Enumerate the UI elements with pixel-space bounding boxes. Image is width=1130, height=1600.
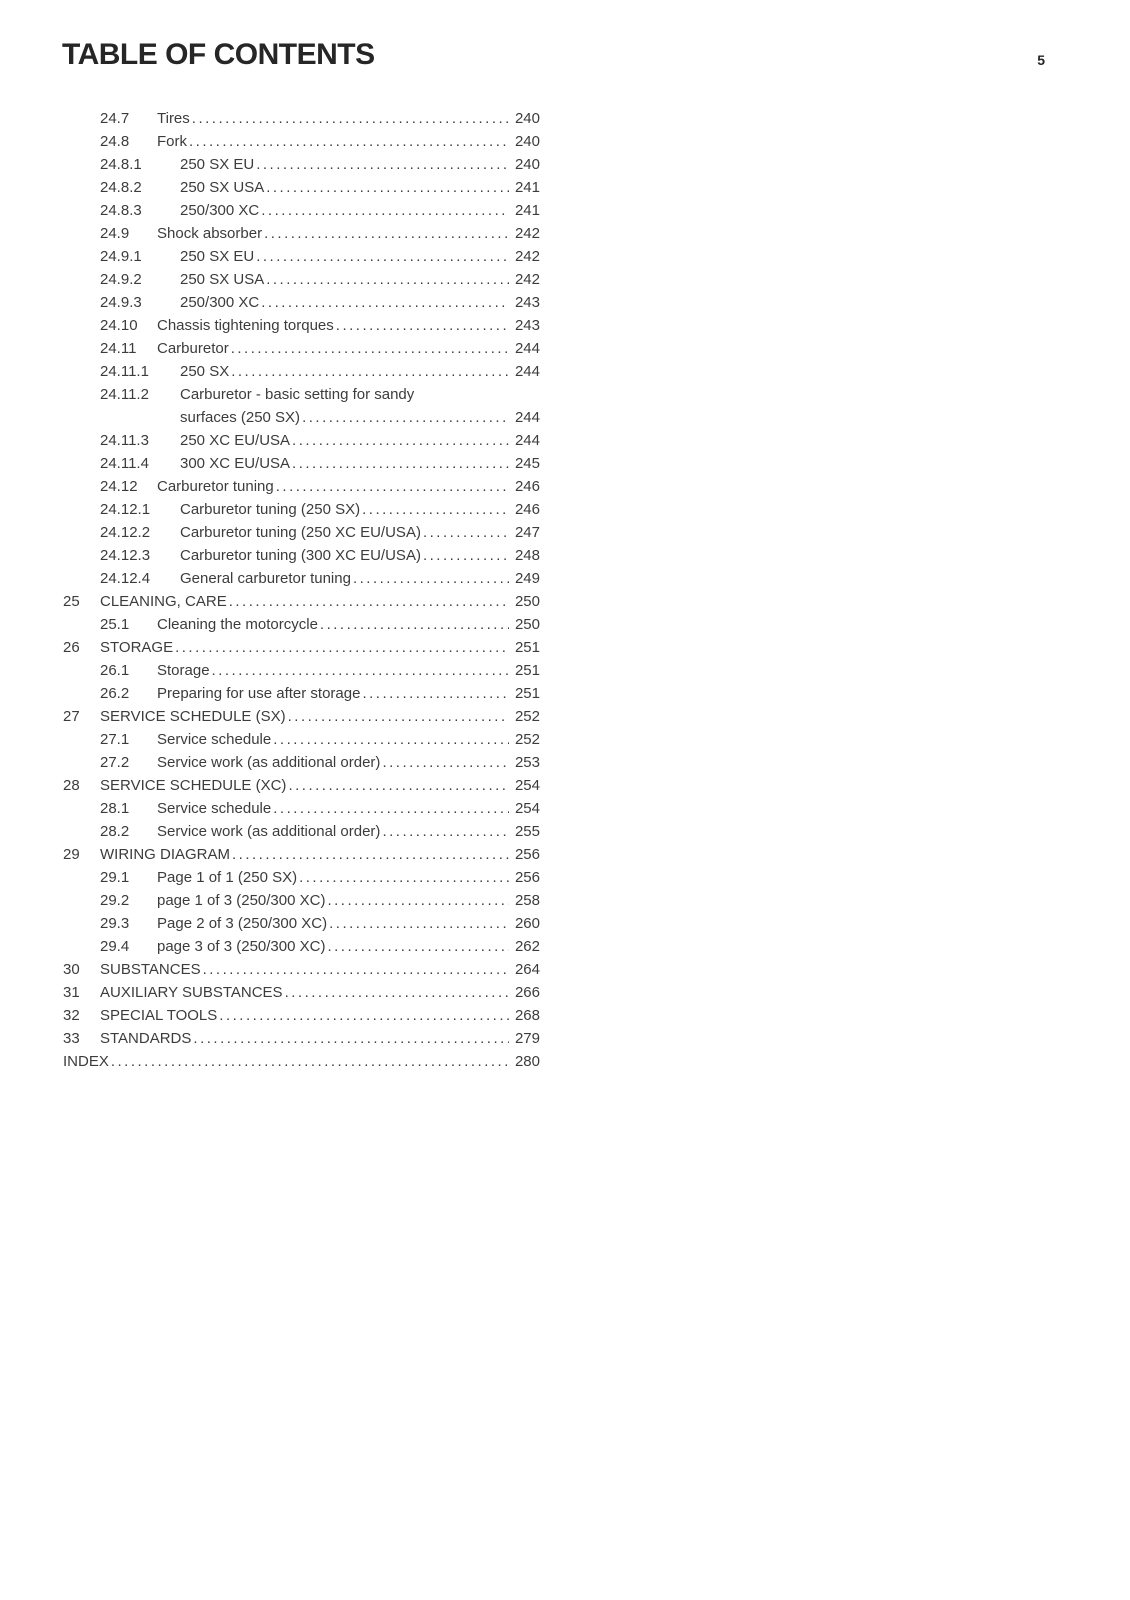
toc-entry-number: 24.11.2 xyxy=(100,386,149,403)
toc-entry xyxy=(63,360,540,383)
dot-leader xyxy=(288,774,509,797)
dot-leader xyxy=(261,291,509,314)
toc-entry-page: 252 xyxy=(514,731,540,748)
dot-leader xyxy=(362,498,509,521)
toc-entry xyxy=(63,682,540,705)
toc-entry-page: 279 xyxy=(514,1030,540,1047)
toc-entry-number: 24.9.3 xyxy=(100,294,142,311)
toc-entry-title: Preparing for use after storage xyxy=(157,685,361,702)
toc-entry-number: 24.8.1 xyxy=(100,156,142,173)
toc-entry-page: 242 xyxy=(514,225,540,242)
toc-entry-title: SUBSTANCES xyxy=(100,961,201,978)
toc-entry xyxy=(63,452,540,475)
toc-entry xyxy=(63,544,540,567)
toc-entry xyxy=(63,866,540,889)
dot-leader xyxy=(231,337,509,360)
dot-leader xyxy=(232,843,509,866)
toc-entry xyxy=(63,958,540,981)
toc-entry-page: 262 xyxy=(514,938,540,955)
toc-entry-page: 250 xyxy=(514,593,540,610)
dot-leader xyxy=(192,107,509,130)
toc-entry-number: 25.1 xyxy=(100,616,130,633)
toc-entry-number: 24.7 xyxy=(100,110,130,127)
toc-entry xyxy=(63,1027,540,1050)
toc-entry-title: 300 XC EU/USA xyxy=(180,455,291,472)
page-title: TABLE OF CONTENTS xyxy=(62,38,375,71)
toc-entry-number: 32 xyxy=(63,1007,80,1024)
toc-entry-title: SERVICE SCHEDULE (SX) xyxy=(100,708,286,725)
toc-entry-page: 256 xyxy=(514,846,540,863)
toc-entry-number: 29.3 xyxy=(100,915,130,932)
toc-entry-number: 27.1 xyxy=(100,731,130,748)
toc-entry-number: 29.4 xyxy=(100,938,130,955)
toc-entry-number: 24.10 xyxy=(100,317,138,334)
toc-entry-page: 251 xyxy=(514,685,540,702)
toc-entry xyxy=(63,498,540,521)
dot-leader xyxy=(264,222,509,245)
dot-leader xyxy=(285,981,509,1004)
toc-entry-number: 28.2 xyxy=(100,823,130,840)
toc-entry-title: 250/300 XC xyxy=(180,294,260,311)
toc-entry-page: 245 xyxy=(514,455,540,472)
toc-entry xyxy=(63,222,540,245)
toc-entry xyxy=(63,774,540,797)
toc-entry xyxy=(63,843,540,866)
document-page-number: 5 xyxy=(1037,52,1045,68)
toc-entry-number: 29 xyxy=(63,846,80,863)
toc-entry-page: 244 xyxy=(514,340,540,357)
toc-entry-page: 246 xyxy=(514,478,540,495)
toc-entry-number: 24.11.1 xyxy=(100,363,149,380)
toc-entry-title: 250/300 XC xyxy=(180,202,260,219)
toc-entry xyxy=(63,728,540,751)
dot-leader xyxy=(273,728,509,751)
dot-leader xyxy=(203,958,509,981)
toc-entry-title: 250 SX USA xyxy=(180,179,265,196)
toc-entry-title: page 3 of 3 (250/300 XC) xyxy=(157,938,326,955)
toc-entry-number: 24.8.2 xyxy=(100,179,142,196)
toc-entry xyxy=(63,521,540,544)
toc-entry xyxy=(63,153,540,176)
toc-entry-title: Page 1 of 1 (250 SX) xyxy=(157,869,298,886)
toc-entry-page: 255 xyxy=(514,823,540,840)
toc-entry-page: 248 xyxy=(514,547,540,564)
toc-entry xyxy=(63,475,540,498)
toc-entry xyxy=(63,751,540,774)
toc-entry-number: 33 xyxy=(63,1030,80,1047)
toc-entry-page: 249 xyxy=(514,570,540,587)
toc-entry-page: 244 xyxy=(514,363,540,380)
dot-leader xyxy=(302,406,509,429)
toc-entry xyxy=(63,613,540,636)
toc-entry-title: Service work (as additional order) xyxy=(157,754,381,771)
toc-entry-page: 243 xyxy=(514,317,540,334)
toc-entry-title: Carburetor tuning (300 XC EU/USA) xyxy=(180,547,421,564)
toc-entry-title: page 1 of 3 (250/300 XC) xyxy=(157,892,326,909)
toc-entry-number: 31 xyxy=(63,984,80,1001)
toc-entry xyxy=(63,291,540,314)
toc-entry-page: 241 xyxy=(514,179,540,196)
toc-entry-page: 240 xyxy=(514,110,540,127)
toc-entry-page: 260 xyxy=(514,915,540,932)
toc-entry xyxy=(63,429,540,452)
toc-entry xyxy=(63,130,540,153)
dot-leader xyxy=(327,889,509,912)
toc-entry-number: 24.11 xyxy=(100,340,137,357)
toc-entry xyxy=(63,107,540,130)
dot-leader xyxy=(327,935,509,958)
toc-entry-number: 24.9.1 xyxy=(100,248,142,265)
dot-leader xyxy=(229,590,509,613)
dot-leader xyxy=(231,360,509,383)
dot-leader xyxy=(266,176,509,199)
toc-entry-page: 266 xyxy=(514,984,540,1001)
dot-leader xyxy=(382,820,509,843)
toc-entry xyxy=(63,912,540,935)
toc-entry-number: 24.8.3 xyxy=(100,202,142,219)
toc-entry-number: 28.1 xyxy=(100,800,130,817)
toc-entry-number: 30 xyxy=(63,961,80,978)
dot-leader xyxy=(382,751,509,774)
toc-entry-number: 24.9 xyxy=(100,225,130,242)
toc-entry-title: STANDARDS xyxy=(100,1030,192,1047)
toc-entry-number: 29.2 xyxy=(100,892,130,909)
toc-entry-title: Page 2 of 3 (250/300 XC) xyxy=(157,915,328,932)
toc-entry-title: SERVICE SCHEDULE (XC) xyxy=(100,777,287,794)
toc-entry xyxy=(63,199,540,222)
toc-entry-title: STORAGE xyxy=(100,639,174,656)
toc-entry-title: Service work (as additional order) xyxy=(157,823,381,840)
dot-leader xyxy=(336,314,509,337)
toc-entry-page: 247 xyxy=(514,524,540,541)
toc-entry-page: 258 xyxy=(514,892,540,909)
toc-entry-title: AUXILIARY SUBSTANCES xyxy=(100,984,283,1001)
dot-leader xyxy=(175,636,509,659)
toc-entry-title: Shock absorber xyxy=(157,225,263,242)
dot-leader xyxy=(266,268,509,291)
toc-entry-page: 251 xyxy=(514,639,540,656)
dot-leader xyxy=(256,245,509,268)
toc-entry xyxy=(63,268,540,291)
toc-entry-title: SPECIAL TOOLS xyxy=(100,1007,218,1024)
toc-entry-number: 26.1 xyxy=(100,662,130,679)
toc-entry-number: 24.9.2 xyxy=(100,271,142,288)
toc-entry xyxy=(63,659,540,682)
toc-entry-number: 24.12.1 xyxy=(100,501,151,518)
toc-entry xyxy=(63,1050,540,1073)
toc-entry-title: INDEX xyxy=(63,1053,109,1070)
dot-leader xyxy=(189,130,509,153)
toc-entry-title: WIRING DIAGRAM xyxy=(100,846,230,863)
toc-entry-title: Storage xyxy=(157,662,210,679)
toc-entry-page: 240 xyxy=(514,156,540,173)
toc-entry-title: Chassis tightening torques xyxy=(157,317,334,334)
dot-leader xyxy=(273,797,509,820)
toc-entry xyxy=(63,314,540,337)
toc-entry-number: 24.11.3 xyxy=(100,432,149,449)
dot-leader xyxy=(193,1027,509,1050)
toc-entry xyxy=(63,889,540,912)
toc-entry-page: 241 xyxy=(514,202,540,219)
dot-leader xyxy=(212,659,509,682)
toc-entry-number: 24.11.4 xyxy=(100,455,149,472)
toc-entry-page: 254 xyxy=(514,777,540,794)
dot-leader xyxy=(362,682,509,705)
toc-entry-number: 24.12.4 xyxy=(100,570,151,587)
dot-leader xyxy=(320,613,509,636)
toc-entry-title: Carburetor tuning (250 XC EU/USA) xyxy=(180,524,421,541)
toc-entry xyxy=(63,590,540,613)
toc-entry-title: 250 SX xyxy=(180,363,230,380)
dot-leader xyxy=(111,1050,509,1073)
dot-leader xyxy=(329,912,509,935)
toc-entry-title: 250 SX EU xyxy=(180,248,255,265)
toc-entry-title: Service schedule xyxy=(157,800,272,817)
toc-entry-page: 240 xyxy=(514,133,540,150)
toc-entry-page: 264 xyxy=(514,961,540,978)
toc-entry-title: General carburetor tuning xyxy=(180,570,351,587)
toc-entry-page: 250 xyxy=(514,616,540,633)
toc-entry-number: 29.1 xyxy=(100,869,130,886)
toc-entry-number: 24.12.2 xyxy=(100,524,151,541)
toc-entry-number: 25 xyxy=(63,593,80,610)
dot-leader xyxy=(219,1004,509,1027)
toc-entry-title: Carburetor - basic setting for sandy xyxy=(180,386,415,403)
toc-entry-title: 250 SX EU xyxy=(180,156,255,173)
toc-entry-title: Cleaning the motorcycle xyxy=(157,616,318,633)
toc-entry-number: 27 xyxy=(63,708,80,725)
toc-entry-title: 250 SX USA xyxy=(180,271,265,288)
toc-entry-page: 268 xyxy=(514,1007,540,1024)
toc-entry-page: 251 xyxy=(514,662,540,679)
toc-entry-title: Carburetor tuning (250 SX) xyxy=(180,501,361,518)
toc-entry xyxy=(63,981,540,1004)
toc-entry-page: 252 xyxy=(514,708,540,725)
toc-entry xyxy=(63,383,540,429)
toc-list xyxy=(63,107,540,1073)
toc-entry xyxy=(63,176,540,199)
toc-entry-number: 24.8 xyxy=(100,133,130,150)
toc-entry-title: Tires xyxy=(157,110,190,127)
toc-entry-number: 26.2 xyxy=(100,685,130,702)
toc-entry-page: 242 xyxy=(514,248,540,265)
dot-leader xyxy=(292,429,509,452)
dot-leader xyxy=(292,452,509,475)
toc-entry-title: Fork xyxy=(157,133,187,150)
toc-entry-number: 26 xyxy=(63,639,80,656)
toc-entry-title: Carburetor tuning xyxy=(157,478,274,495)
toc-entry xyxy=(63,337,540,360)
toc-entry-page: 243 xyxy=(514,294,540,311)
dot-leader xyxy=(288,705,509,728)
toc-entry xyxy=(63,797,540,820)
toc-entry-title: Service schedule xyxy=(157,731,272,748)
toc-entry-page: 256 xyxy=(514,869,540,886)
toc-entry-title: surfaces (250 SX) xyxy=(180,409,301,426)
toc-entry-page: 242 xyxy=(514,271,540,288)
toc-entry xyxy=(63,567,540,590)
toc-entry-title: CLEANING, CARE xyxy=(100,593,227,610)
toc-entry-number: 24.12.3 xyxy=(100,547,151,564)
toc-entry-page: 244 xyxy=(514,409,540,426)
toc-entry-number: 28 xyxy=(63,777,80,794)
toc-entry-page: 246 xyxy=(514,501,540,518)
toc-entry-page: 244 xyxy=(514,432,540,449)
toc-entry xyxy=(63,820,540,843)
toc-entry xyxy=(63,705,540,728)
dot-leader xyxy=(256,153,509,176)
toc-entry xyxy=(63,1004,540,1027)
toc-entry xyxy=(63,245,540,268)
toc-entry-page: 253 xyxy=(514,754,540,771)
toc-entry-number: 24.12 xyxy=(100,478,138,495)
toc-entry-page: 254 xyxy=(514,800,540,817)
dot-leader xyxy=(276,475,509,498)
toc-entry-title: 250 XC EU/USA xyxy=(180,432,291,449)
dot-leader xyxy=(353,567,509,590)
toc-entry-page: 280 xyxy=(514,1053,540,1070)
toc-entry-title: Carburetor xyxy=(157,340,229,357)
dot-leader xyxy=(423,544,509,567)
dot-leader xyxy=(423,521,509,544)
dot-leader xyxy=(261,199,509,222)
toc-entry xyxy=(63,636,540,659)
toc-entry xyxy=(63,935,540,958)
toc-entry-number: 27.2 xyxy=(100,754,130,771)
dot-leader xyxy=(299,866,509,889)
